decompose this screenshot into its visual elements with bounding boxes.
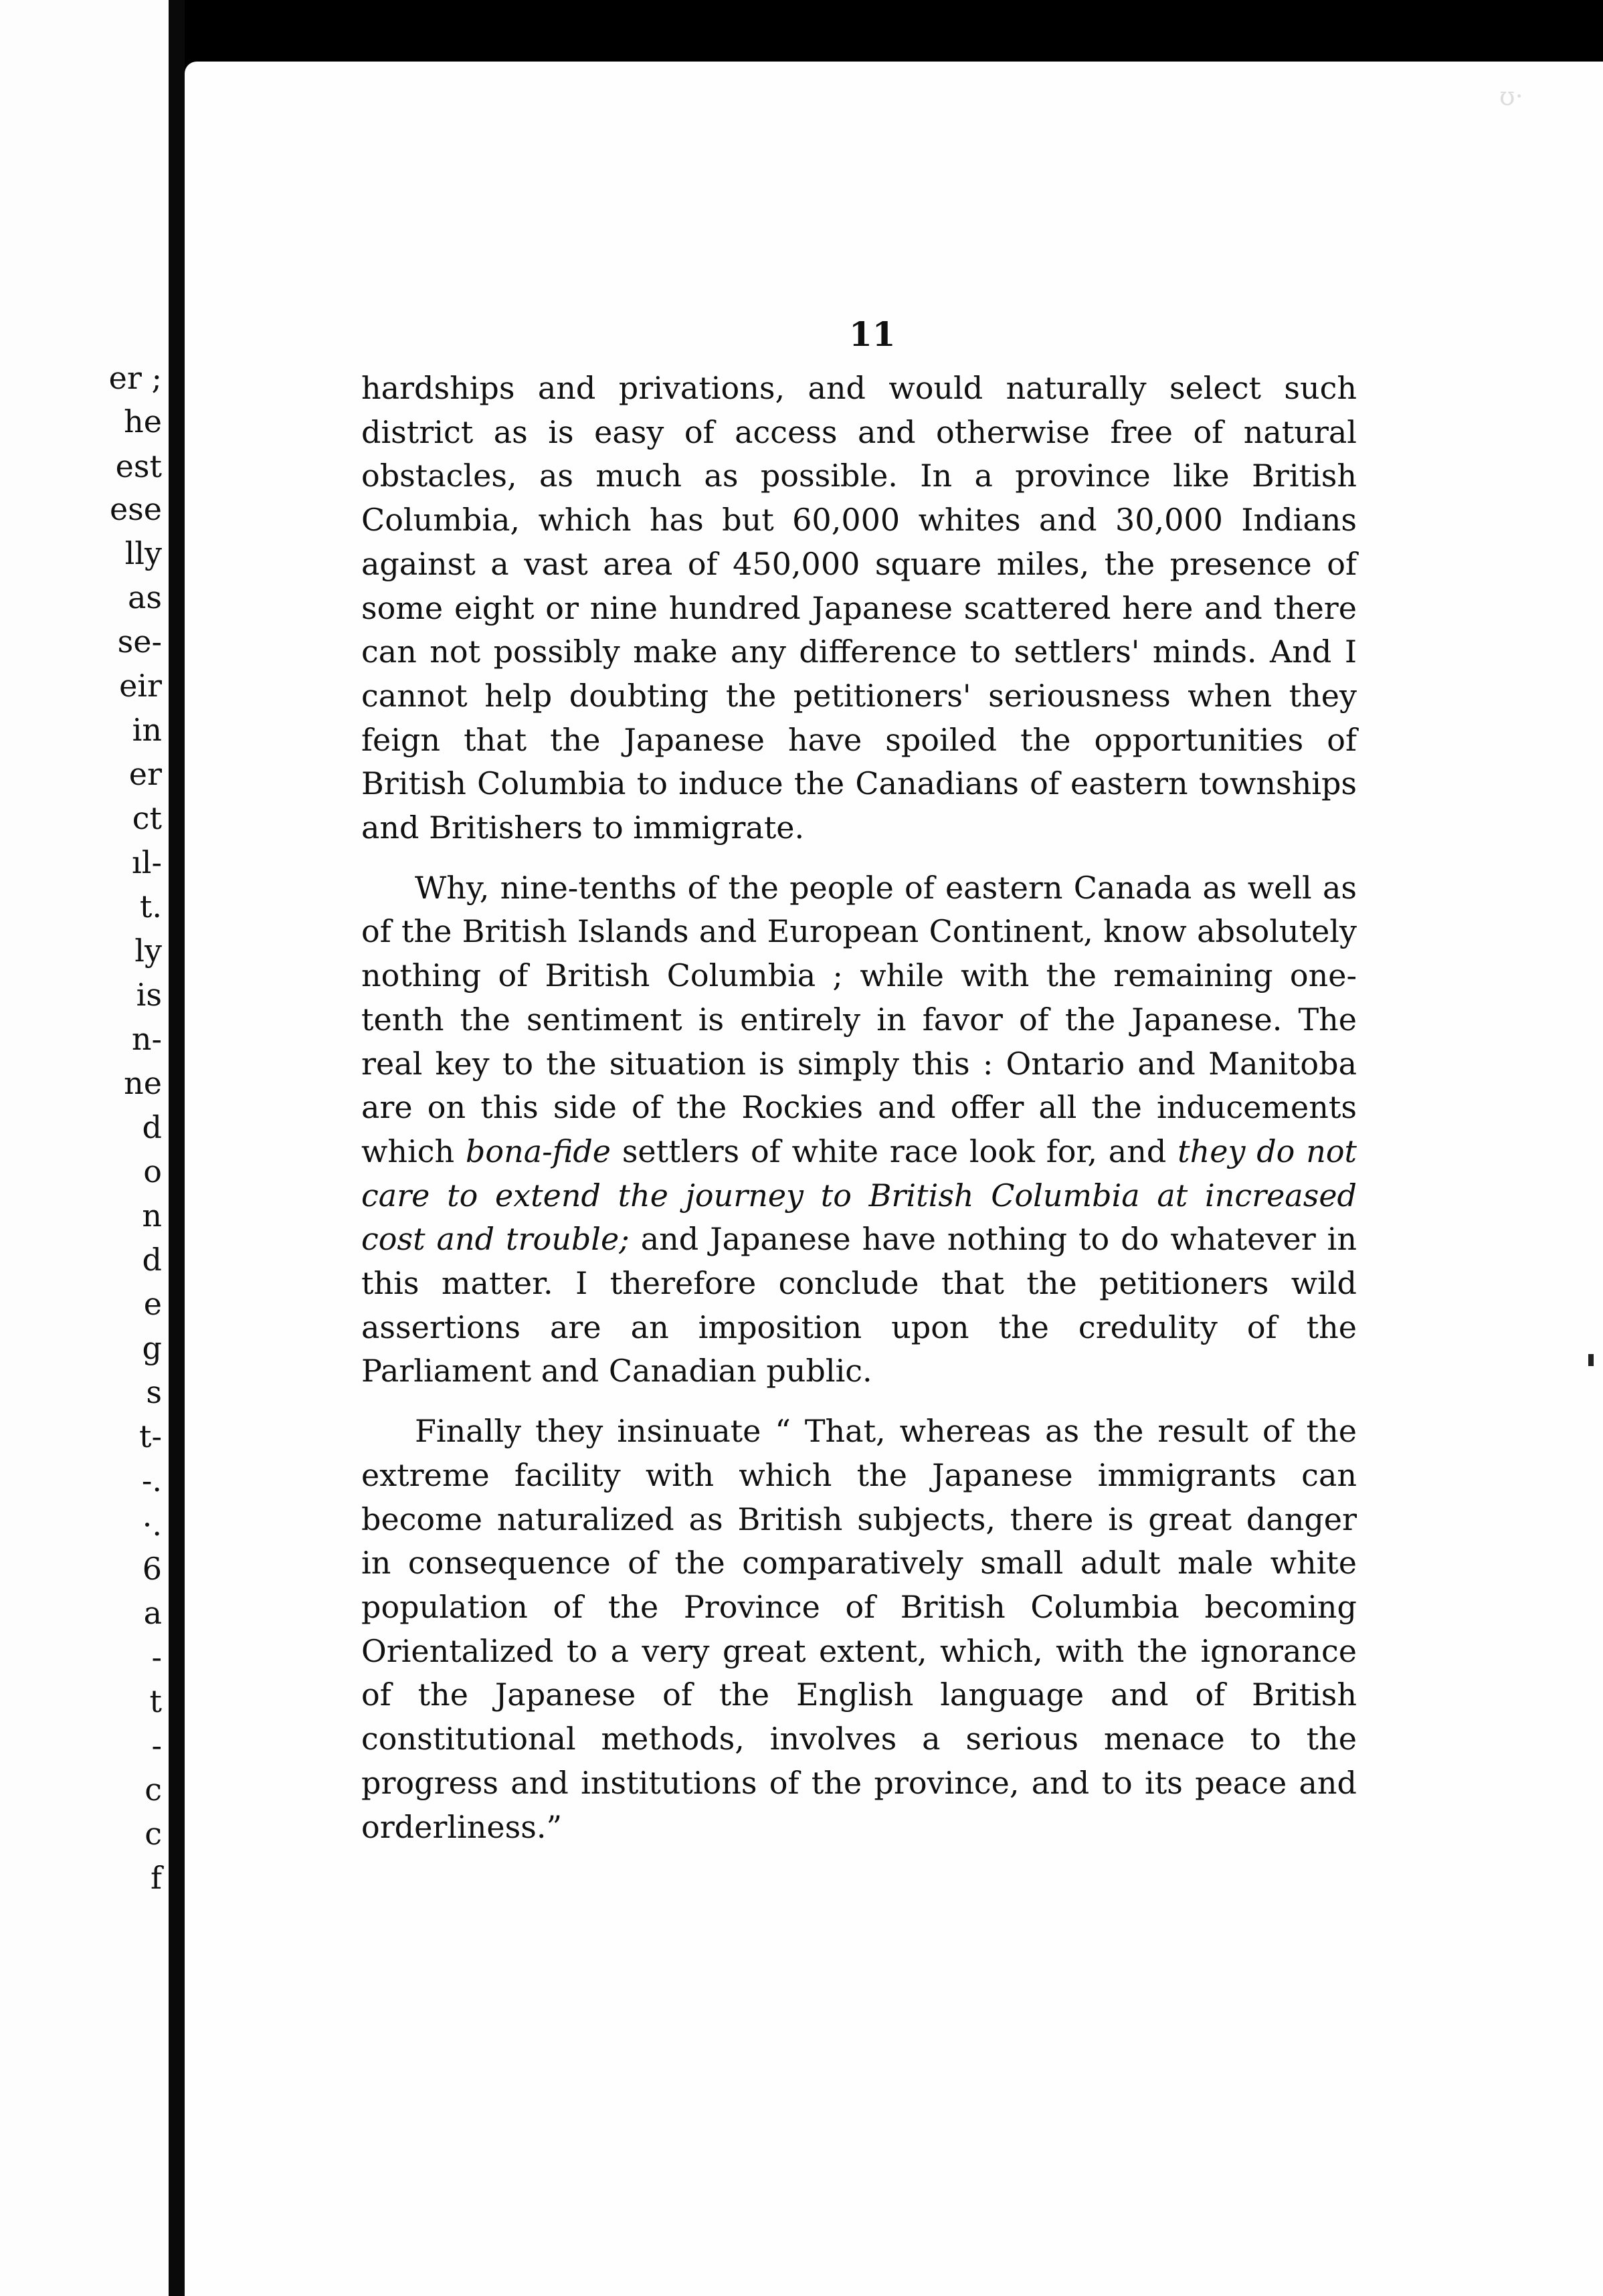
margin-mark: [1588, 1354, 1594, 1366]
italic-phrase: bona-fide: [465, 1133, 611, 1169]
left-line-fragment: ly: [134, 933, 162, 969]
left-line-fragment: er ;: [108, 360, 162, 396]
left-line-fragment: lly: [124, 535, 162, 571]
left-line-fragment: t: [149, 1683, 162, 1719]
left-line-fragment: s: [146, 1374, 162, 1410]
book-gutter: [169, 0, 185, 2296]
left-line-fragment: g: [142, 1330, 162, 1366]
left-page-fragment: [0, 0, 169, 2296]
left-line-fragment: d: [142, 1242, 162, 1278]
paragraph: [361, 866, 1357, 1394]
left-line-fragment: is: [136, 977, 162, 1013]
corner-mark: ʊ·: [1499, 82, 1523, 111]
left-line-fragment: ıl-: [132, 844, 162, 880]
left-line-fragment: se-: [117, 624, 162, 660]
paragraph: hardships and privations, and would naturally select such district as is easy of access and otherwise free of natural obstacles, as much as possible. In a province like British Columbia, which has but 60,000 whites and 30,000 Indians against a vast area of 450,000 square miles, the presence of some eight or nine hundred Japanese scattered here and there can not possibly make any difference to settlers' minds. And I cannot help doubting the petitioners' seriousness when they feign that the Japanese have spoiled the opportunities of British Columbia to induce the Canadians of eastern townships and Britishers to immigrate.: [361, 370, 1357, 846]
left-line-fragment: er: [128, 756, 162, 792]
paragraph: Finally they insinuate “ That, whereas as the result of the extreme facility with which the Japanese immigrants can become naturalized as British subjects, there is great danger in consequence of the comparatively small adult male white population of the Province of British Columbia becoming Orientalized to a very great extent, which, with the ignorance of the Japanese of the English language and of British constitutional methods, involves a serious menace to the progress and institutions of the province, and to its peace and orderliness.”: [361, 1413, 1357, 1845]
left-line-fragment: in: [132, 712, 162, 748]
left-line-fragment: n-: [131, 1021, 162, 1057]
left-line-fragment: ct: [132, 800, 162, 836]
left-line-fragment: ese: [109, 491, 162, 527]
left-line-fragment: n: [142, 1198, 162, 1234]
left-line-fragment: 6: [142, 1551, 162, 1587]
left-line-fragment: a: [143, 1595, 162, 1631]
left-line-fragment: -: [151, 1727, 162, 1763]
left-line-fragment: as: [127, 579, 162, 615]
left-line-fragment: -: [151, 1639, 162, 1675]
left-line-fragment: c: [145, 1772, 162, 1808]
left-line-fragment: -.: [141, 1462, 162, 1499]
page-body: [361, 367, 1357, 1849]
paragraph-text: settlers of white race look for, and: [622, 1133, 1167, 1169]
left-line-fragment: e: [143, 1286, 162, 1322]
left-line-fragment: ·.: [142, 1507, 162, 1543]
left-line-fragment: d: [142, 1109, 162, 1145]
left-line-fragment: c: [145, 1816, 162, 1852]
left-line-fragment: t.: [139, 888, 162, 925]
left-line-fragment: he: [124, 403, 162, 440]
left-line-fragment: est: [115, 448, 162, 484]
italic-phrase: they do not care to extend the journey to British Columbia at increased cost and trouble;: [361, 1133, 1357, 1258]
paragraph-text: Why, nine-tenths of the people of eastern Canada as well as of the British Islands and European Continent, know absolutely nothing of British Columbia ; while with the remaining one-tenth the sentiment is entirely in favor of the Japanese. The real key to the situation is simply this : Ontario and Manitoba are on this side of the Rockies and offer all the inducements which: [361, 869, 1357, 1169]
left-line-fragment: t-: [138, 1418, 162, 1454]
page-number: 11: [849, 314, 896, 354]
left-line-fragment: ne: [124, 1065, 162, 1101]
left-line-fragment: eir: [119, 668, 162, 704]
paragraph-text: and Japanese have nothing to do whatever in this matter. I therefore conclude that the petitioners wild assertions are an imposition upon the credulity of the Parliament and Canadian public.: [361, 1221, 1357, 1390]
left-line-fragment: o: [143, 1153, 162, 1189]
left-line-fragment: f: [150, 1860, 162, 1896]
